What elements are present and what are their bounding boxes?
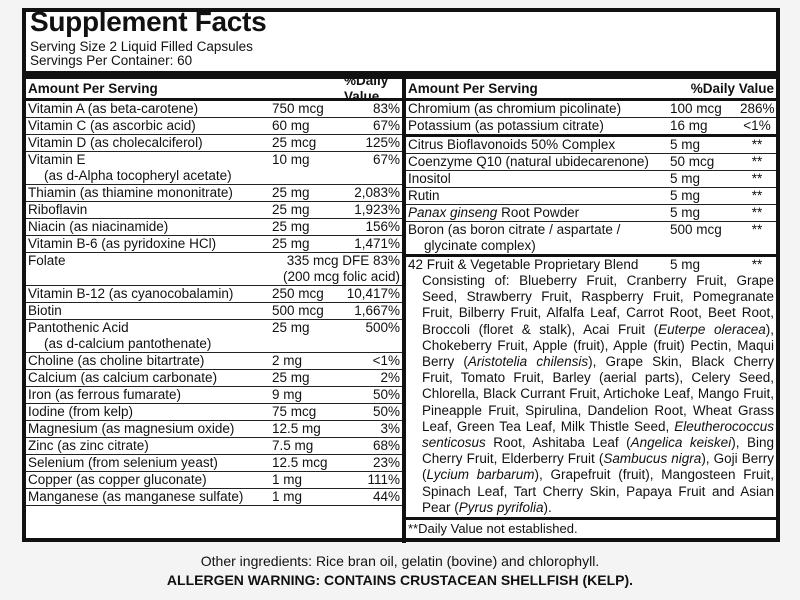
nutrient-row [26, 219, 402, 236]
nutrient-name [26, 118, 272, 134]
nutrient-amount: 12.5 mg [272, 421, 321, 436]
nutrient-row [26, 152, 402, 185]
nutrient-name-line: Chromium (as chromium picolinate) [408, 101, 622, 116]
nutrient-daily-value: 67% [372, 152, 400, 167]
nutrient-daily-value: 1,667% [354, 303, 400, 318]
nutrient-name [26, 101, 272, 117]
nutrient-name-source: (as d-Alpha tocopheryl acetate) [44, 168, 232, 183]
nutrient-name-rest: Root Powder [497, 205, 580, 220]
nutrient-row [26, 286, 402, 303]
nutrient-daily-value: <1% [372, 353, 400, 368]
nutrient-row [26, 253, 402, 286]
nutrient-row [26, 320, 402, 353]
nutrient-name-line: Coenzyme Q10 (natural ubidecarenone) [408, 154, 649, 169]
nutrient-daily-value: 156% [365, 219, 400, 234]
nutrient-daily-value: 10,417% [346, 286, 400, 301]
nutrient-row [26, 370, 402, 387]
nutrient-amount: 500 mcg [670, 222, 722, 237]
nutrient-daily-value: ** [751, 205, 763, 220]
nutrient-name [26, 152, 272, 184]
nutrient-amount: 5 mg [670, 205, 701, 220]
nutrient-amount: 1 mg [272, 472, 303, 487]
nutrient-amount: 25 mg [272, 236, 310, 251]
nutrient-name [406, 118, 670, 134]
nutrient-name [406, 188, 670, 204]
nutrient-name-source: (as d-calcium pantothenate) [44, 336, 212, 351]
nutrient-name [26, 438, 272, 454]
nutrient-daily-value: 67% [372, 118, 400, 133]
nutrient-amount: 75 mcg [272, 404, 317, 419]
nutrient-name [26, 253, 283, 285]
nutrient-name-line: Vitamin E [28, 152, 86, 167]
nutrient-amount: 750 mcg [272, 101, 324, 116]
nutrient-row [26, 455, 402, 472]
nutrient-amount: 100 mcg [670, 101, 722, 116]
amount-line: (200 mcg folic acid) [282, 269, 400, 284]
nutrient-name-line: Manganese (as manganese sulfate) [28, 489, 244, 504]
nutrient-name-line: Selenium (from selenium yeast) [28, 455, 218, 470]
nutrient-name [26, 421, 272, 437]
nutrient-amount: 25 mg [272, 370, 310, 385]
nutrient-name-line: Inositol [408, 171, 451, 186]
nutrient-row [406, 101, 776, 118]
nutrient-name [26, 286, 272, 302]
nutrient-row [26, 404, 402, 421]
nutrient-row [26, 202, 402, 219]
nutrient-daily-value: ** [751, 257, 763, 272]
nutrient-row [406, 205, 776, 222]
nutrient-name [406, 205, 670, 221]
nutrient-name-line: Calcium (as calcium carbonate) [28, 370, 218, 385]
serving-size: Serving Size 2 Liquid Filled Capsules [30, 39, 253, 54]
nutrient-name-line: Vitamin B-12 (as cyanocobalamin) [28, 286, 234, 301]
nutrient-row [406, 171, 776, 188]
nutrient-daily-value: 286% [740, 101, 775, 116]
nutrient-row [406, 118, 776, 137]
nutrient-name [26, 472, 272, 488]
nutrient-amount: 60 mg [272, 118, 310, 133]
left-column [26, 72, 402, 506]
nutrient-name-line: Potassium (as potassium citrate) [408, 118, 604, 133]
nutrient-name [26, 353, 272, 369]
amount-line: 335 mcg DFE 83% [286, 253, 400, 268]
nutrient-name-line: Vitamin C (as ascorbic acid) [28, 118, 196, 133]
nutrient-amount: 10 mg [272, 152, 310, 167]
nutrient-name [26, 370, 272, 386]
supplement-facts-panel [22, 8, 780, 542]
nutrient-amount: 5 mg [670, 171, 701, 186]
nutrient-amount: 25 mg [272, 185, 310, 200]
nutrient-amount: 5 mg [670, 257, 701, 272]
blend-ingredients: Consisting of: Blueberry Fruit, Cranberry Fruit, Grape Seed, Strawberry Fruit, Raspberry Fruit, Pomegranate Fruit, Bilberry Fruit, Alfalfa Leaf, Carrot Root, Beet Root, Broccoli (floret & stalk), Acai Fruit (Euterpe oleracea), Chokeberry Fruit, Apple (fruit), Apple (fruit) Pectin, Maqui Berry (Aristotelia chilensis), Grape Skin, Black Cherry Fruit, Tomato Fruit, Barley (aerial parts), Celery Seed, Chlorella, Black Currant Fruit, Artichoke Leaf, Mango Fruit, Pineapple Fruit, Spirulina, Dandelion Root, Wheat Grass Leaf, Green Tea Leaf, Milk Thistle Seed, Eleutherococcus senticosus Root, Ashitaba Leaf (Angelica keiskei), Bing Cherry Fruit, Elderberry Fruit (Sambucus nigra), Goji Berry (Lycium barbarum), Grapefruit (fruit), Mangosteen Fruit, Spinach Leaf, Tart Cherry Skin, Papaya Fruit and Asian Pear (Pyrus pyrifolia). [422, 273, 775, 515]
nutrient-row [26, 101, 402, 118]
right-column [406, 79, 776, 537]
nutrient-name [406, 101, 670, 117]
nutrient-name [26, 236, 272, 252]
nutrient-name-italic: Panax ginseng [408, 205, 498, 220]
nutrient-row [406, 188, 776, 205]
left-header [26, 72, 402, 104]
nutrient-name-line: Thiamin (as thiamine mononitrate) [28, 185, 233, 200]
nutrient-daily-value: <1% [743, 118, 771, 133]
nutrient-daily-value: 50% [372, 387, 400, 402]
nutrient-daily-value: 500% [365, 320, 400, 335]
nutrient-daily-value: 44% [372, 489, 400, 504]
nutrient-name-line: Vitamin D (as cholecalciferol) [28, 135, 203, 150]
nutrient-name [26, 202, 272, 218]
nutrient-row [26, 303, 402, 320]
nutrient-name [26, 185, 272, 201]
nutrient-amount-dv [283, 253, 402, 285]
nutrient-amount: 50 mcg [670, 154, 715, 169]
nutrient-daily-value: ** [751, 188, 763, 203]
nutrient-name [406, 257, 670, 273]
nutrient-name-line: Riboflavin [28, 202, 88, 217]
left-rows [26, 101, 402, 506]
nutrient-row [406, 257, 776, 273]
nutrient-daily-value: 111% [367, 472, 400, 487]
nutrient-daily-value: ** [751, 222, 763, 237]
nutrient-amount: 16 mg [670, 118, 708, 133]
nutrient-row [26, 421, 402, 438]
other-ingredients: Other ingredients: Rice bran oil, gelatin (bovine) and chlorophyll. [200, 553, 600, 569]
nutrient-name-line: Rutin [408, 188, 440, 203]
nutrient-name-line: Niacin (as niacinamide) [28, 219, 169, 234]
nutrient-name-line: Pantothenic Acid [28, 320, 129, 335]
nutrient-amount: 25 mg [272, 320, 310, 335]
nutrient-row [26, 135, 402, 152]
allergen-warning: ALLERGEN WARNING: CONTAINS CRUSTACEAN SHELLFISH (KELP). [166, 572, 634, 588]
nutrient-name [26, 455, 272, 471]
nutrient-name [26, 219, 272, 235]
nutrient-amount: 500 mcg [272, 303, 324, 318]
nutrient-amount: 9 mg [272, 387, 303, 402]
nutrient-amount: 250 mcg [272, 286, 324, 301]
nutrient-amount: 25 mcg [272, 135, 317, 150]
nutrient-row [26, 438, 402, 455]
nutrient-name-source: glycinate complex) [424, 238, 536, 253]
nutrient-name-line: Biotin [28, 303, 62, 318]
right-rows [406, 101, 776, 273]
nutrient-amount: 5 mg [670, 188, 701, 203]
nutrient-name-line: Zinc (as zinc citrate) [28, 438, 149, 453]
nutrient-name [26, 404, 272, 420]
nutrient-row [406, 222, 776, 257]
nutrient-name [26, 489, 272, 505]
nutrient-daily-value: 2% [380, 370, 400, 385]
nutrient-daily-value: 2,083% [354, 185, 400, 200]
nutrient-amount: 7.5 mg [272, 438, 314, 453]
nutrient-amount: 25 mg [272, 219, 310, 234]
nutrient-name-line: Boron (as boron citrate / aspartate / [408, 222, 621, 237]
nutrient-name-line: Iodine (from kelp) [28, 404, 134, 419]
nutrient-row [26, 489, 402, 506]
nutrient-name [406, 137, 670, 153]
nutrient-name [26, 135, 272, 151]
nutrient-row [406, 154, 776, 171]
nutrient-name [406, 222, 670, 254]
amount-per-serving-header: Amount Per Serving [408, 80, 538, 96]
nutrient-name-line: Citrus Bioflavonoids 50% Complex [408, 137, 616, 152]
daily-value-header: %Daily Value [344, 72, 389, 104]
nutrient-daily-value: 68% [372, 438, 400, 453]
nutrient-daily-value: 1,923% [354, 202, 400, 217]
nutrient-name [26, 387, 272, 403]
panel-title: Supplement Facts [30, 6, 267, 37]
daily-value-header: %Daily Value [690, 80, 774, 96]
nutrient-name-line: Folate [28, 253, 66, 268]
nutrient-name [26, 303, 272, 319]
nutrient-daily-value: 50% [372, 404, 400, 419]
nutrient-row [26, 472, 402, 489]
dv-note: **Daily Value not established. [408, 521, 578, 537]
nutrient-name [406, 171, 670, 187]
nutrient-daily-value: 23% [372, 455, 400, 470]
nutrient-daily-value: 83% [372, 101, 400, 116]
nutrient-amount: 1 mg [272, 489, 303, 504]
nutrient-row [406, 137, 776, 154]
nutrient-name-line: Vitamin B-6 (as pyridoxine HCl) [28, 236, 217, 251]
nutrient-name-line: Magnesium (as magnesium oxide) [28, 421, 235, 436]
nutrient-row [26, 236, 402, 253]
servings-per-container: Servings Per Container: 60 [30, 53, 193, 68]
nutrient-amount: 2 mg [272, 353, 303, 368]
nutrient-amount: 5 mg [670, 137, 701, 152]
amount-per-serving-header: Amount Per Serving [28, 80, 158, 96]
nutrient-daily-value: 1,471% [354, 236, 400, 251]
nutrient-name-line: 42 Fruit & Vegetable Proprietary Blend [408, 257, 639, 272]
nutrient-name-line: Choline (as choline bitartrate) [28, 353, 205, 368]
nutrient-row [26, 353, 402, 370]
nutrient-amount: 25 mg [272, 202, 310, 217]
nutrient-daily-value: ** [751, 154, 763, 169]
nutrient-name-line: Iron (as ferrous fumarate) [28, 387, 182, 402]
nutrient-amount: 12.5 mcg [272, 455, 328, 470]
nutrient-daily-value: ** [751, 137, 763, 152]
nutrient-row [26, 118, 402, 135]
nutrient-name-line: Vitamin A (as beta-carotene) [28, 101, 199, 116]
nutrient-row [26, 185, 402, 202]
nutrient-daily-value: ** [751, 171, 763, 186]
nutrient-row [26, 387, 402, 404]
nutrient-name [26, 320, 272, 352]
right-header [406, 79, 776, 101]
nutrient-daily-value: 3% [380, 421, 400, 436]
nutrient-name-line: Copper (as copper gluconate) [28, 472, 207, 487]
nutrient-daily-value: 125% [365, 135, 400, 150]
nutrient-name [406, 154, 670, 170]
